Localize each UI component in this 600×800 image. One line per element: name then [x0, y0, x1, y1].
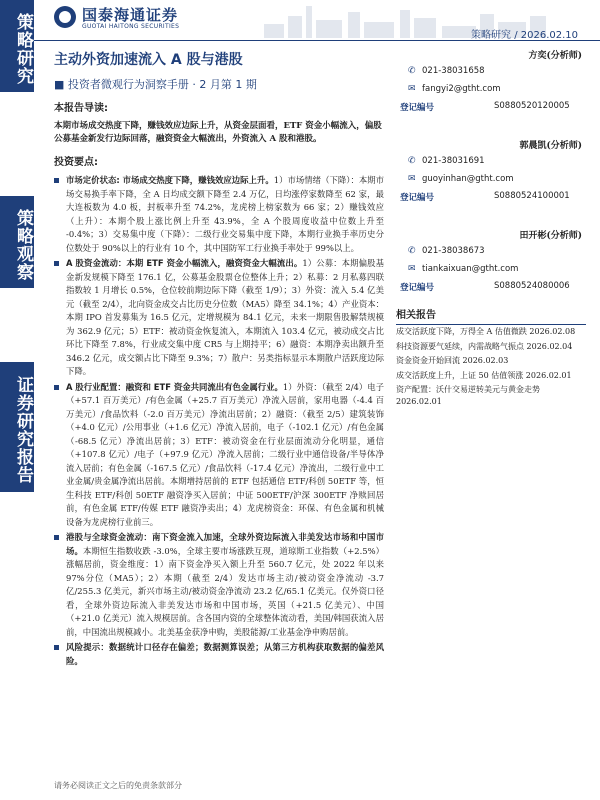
sidebar [0, 0, 34, 800]
guide-text: 本期市场成交热度下降，赚钱效应边际上升，从资金层面看，ETF 资金小幅流入，偏股公募基金新发行边际回落，融资资金大幅流出，外资流入 A 股和港股。 [54, 121, 382, 144]
point-title: 风险提示：数据统计口径存在偏差；数据测算误差；从第三方机构获取数据的偏差风险。 [66, 642, 384, 666]
analyst-email[interactable]: guoyinhan@gtht.com [422, 174, 514, 184]
analyst-phone: 021-38038673 [422, 246, 485, 256]
brand-english-name: GUOTAI HAITONG SECURITIES [82, 23, 180, 30]
email-icon: ✉ [408, 84, 416, 94]
phone-icon: ✆ [408, 156, 416, 166]
analyst-name: 方奕(分析师) [528, 51, 582, 61]
page-header [34, 0, 600, 41]
analyst-email[interactable]: tiankaixuan@gtht.com [422, 264, 519, 274]
point-title: 市场定价状态: 市场成交热度下降，赚钱效应边际上升。 [66, 175, 274, 185]
point-title: A 股行业配置：融资和 ETF 资金共同流出有色金属行业。 [66, 381, 283, 392]
related-report-link[interactable]: 成交活跃度上升，上证 50 估值领涨 2026.02.01 [396, 370, 572, 380]
sidebar-tag-report-type: 证券研究报告 [0, 362, 34, 492]
email-icon: ✉ [408, 174, 416, 184]
analyst-cert: S0880524080006 [494, 281, 570, 291]
point-title: A 股资金流动：本期 ETF 资金小幅流入，融资资金大幅流出。 [66, 258, 303, 268]
disclaimer-footer: 请务必阅读正文之后的免责条款部分 [54, 781, 182, 790]
cert-label: 登记编号 [400, 103, 435, 113]
analyst-card [396, 228, 586, 318]
phone-icon: ✆ [408, 66, 416, 76]
related-report-link[interactable]: 科技资源要气延续，内需战略气振点 2026.02.04 [396, 341, 573, 351]
email-icon: ✉ [408, 264, 416, 274]
report-title: 主动外资加速流入 A 股与港股 [54, 52, 243, 68]
company-logo-icon [54, 6, 76, 28]
main-column [54, 96, 384, 670]
analyst-cert: S0880524100001 [494, 191, 570, 201]
point-item [54, 641, 384, 668]
analyst-phone: 021-38031691 [422, 156, 485, 166]
sidebar-tag-strategy-observation: 策略观察 [0, 196, 34, 288]
point-item [54, 381, 384, 530]
cert-label: 登记编号 [400, 193, 435, 203]
analyst-card [396, 48, 586, 138]
sidebar-tag-strategy-research: 策略研究 [0, 0, 34, 92]
point-text: 本期恒生指数收跌 -3.0%，全球主要市场涨跌互现，道琼斯工业指数（+2.5%）涨幅居前，资金维度：1）南下资金净买入额上升至 560.7 亿元，处 2022 年以来 97%分位（MA5）；2）本期（截至 2/4）发达市场主动/被动资金净流动 -3.7 亿/255.3 亿美元，新兴市场主动/被动资金净流动 23.2 亿/65.1 亿美元。仅外资口径看，全球外资边际流入非美发达市场和中国市场，英国（+21.5 亿美元）、中国（+21.0 亿美元）流入规模居前。含各国内资的全球整体流动看，美国/韩国获流入居前，中国流出规模减小。北美基金获净申购，美股能源/工业基金净申购居前。 [66, 545, 385, 637]
analyst-name: 田开彬(分析师) [519, 231, 582, 241]
related-report-link[interactable]: 资金资金开始回流 2026.02.03 [396, 356, 509, 365]
point-title: 港股与全球资金流动：南下资金流入加速，全球外资边际流入非美发达市场和中国市场。 [66, 532, 384, 556]
point-text: 1）公募：本期偏股基金新发规模下降至 176.1 亿，公募基金股票仓位整体上升；2）私募：2 月私募四联指数较 1 月增长 0.5%，仓位较前期边际下降（截至 1/9）；3）外资：流入 5.4 亿美元（截至 2/4），北向资金成交占比历史分位数（MA5）降至 34.1%；4）产业资本：本期 IPO 首发募集为 16.5 亿元，定增规模为 84.1 亿元，未来一期限售股解禁规模为 362.9 亿元；5）ETF：被动资金恢复流入，本期流入 103.4 亿元，被动成交占比环比下降至 7.8%，行业成交集中度 CR5 与上期持平；6）融资：本期净卖出额升至 346.2 亿元，成交额占比下降至 9.3%；7）散户：另类指标显示本期散户活跃度边际下降。 [66, 258, 384, 376]
related-reports-list [396, 326, 586, 410]
analyst-cert: S0880520120005 [494, 101, 570, 111]
analyst-card [396, 138, 586, 228]
analyst-panel [396, 48, 586, 318]
related-report-link[interactable]: 成交活跃度下降，万得全 A 估值微跌 2026.02.08 [396, 327, 576, 336]
point-item [54, 174, 384, 255]
related-report-link[interactable]: 资产配置：沃什交易逆转美元与黄金走势 2026.02.01 [396, 385, 540, 406]
guide-heading: 本报告导读: [54, 103, 108, 114]
brand-name: 国泰海通证券 [82, 6, 179, 24]
analyst-phone: 021-38031658 [422, 66, 485, 76]
point-item [54, 531, 384, 639]
point-text: 1）外资：（截至 2/4）电子（+57.1 百万美元）/有色金属（+25.7 百万美元）净流入居前，家用电器（-4.4 百万美元）/食品饮料（-2.0 百万美元）净流出居前；2）融资：（截至 2/5）建筑装饰（+4.0 亿元）/公用事业（+1.6 亿元）净流入居前，电子（-102.1 亿元）/有色金属（-68.5 亿元）净流出居前；3）ETF：被动资金在行业层面流动分化明显，通信（+107.8 亿元）/电子（+97.9 亿元）净流入居前；二级行业中通信设备/半导体净流入居前；有色金属（-167.5 亿元）/食品饮料（-17.4 亿元）净流出，二级行业中工业金属/贵金属净流出居前。本期增持居前的 ETF 包括通信 ETF/科创 50ETF 等，恒生科技 ETF/科创 50ETF 融资净买入居前；中证 500ETF/沪深 300ETF 净赎回居前，有色金属 ETF/传媒 ETF 融资净卖出；4）龙虎榜资金：环保、有色金属和机械设备为龙虎榜行业前三。 [66, 381, 384, 527]
points-heading: 投资要点: [54, 157, 98, 168]
analyst-name: 郭晨凯(分析师) [519, 141, 582, 151]
analyst-email[interactable]: fangyi2@gtht.com [422, 84, 501, 94]
phone-icon: ✆ [408, 246, 416, 256]
category-date: 策略研究 / 2026.02.10 [471, 30, 578, 41]
point-text: 1）市场情绪（下降）：本期市场交易换手率下降，全 A 日均成交额下降至 2.4 万亿，日均涨停家数降至 62 家，最大连板数为 4.0 板，封板率升至 74.2%，龙虎榜上榜家数为 66 家；2）赚钱效应（上升）：本期个股上涨比例上升至 43.9%，全 A 个股周度收益中位数上升至 -0.4%；3）交易集中度（下降）：二级行业交易集中度下降，本期行业换手率历史分位数处于 90%以上的行业有 10 个，其中国防军工行业换手率处于 99%以上。 [66, 175, 385, 253]
report-subtitle: ■ 投资者微观行为洞察手册 · 2 月第 1 期 [54, 78, 257, 91]
related-reports-heading: 相关报告 [396, 306, 586, 325]
cert-label: 登记编号 [400, 283, 435, 293]
point-item [54, 257, 384, 379]
